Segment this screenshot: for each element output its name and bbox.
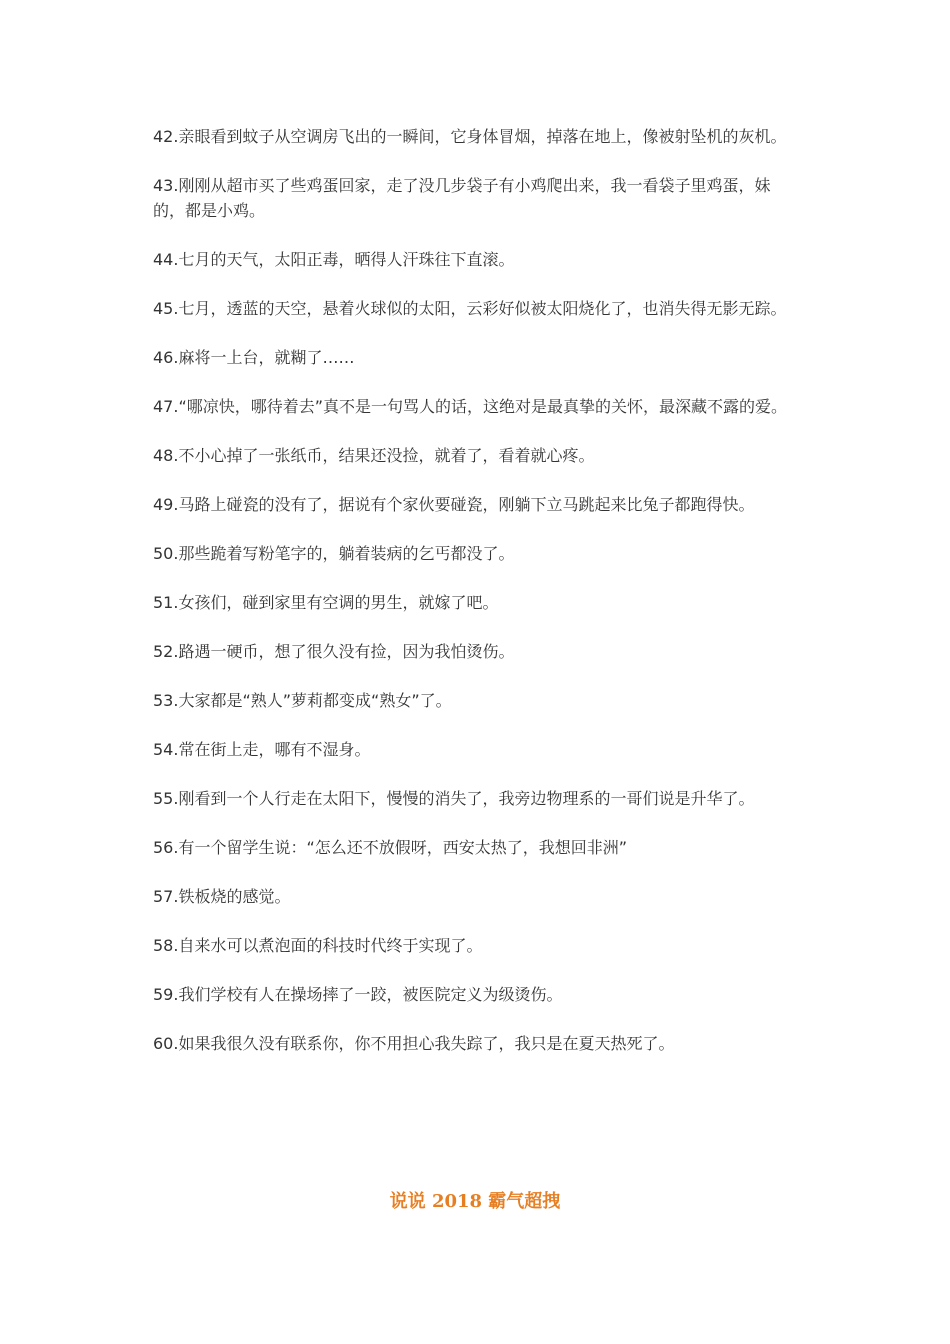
list-item: 45.七月，透蓝的天空，悬着火球似的太阳，云彩好似被太阳烧化了，也消失得无影无踪。 xyxy=(153,299,787,318)
list-item: 60.如果我很久没有联系你，你不用担心我失踪了，我只是在夏天热死了。 xyxy=(153,1034,675,1053)
list-item: 44.七月的天气，太阳正毒，晒得人汗珠往下直滚。 xyxy=(153,250,515,269)
list-item: 50.那些跪着写粉笔字的，躺着装病的乞丐都没了。 xyxy=(153,544,515,563)
list-item: 48.不小心掉了一张纸币，结果还没捡，就着了，看着就心疼。 xyxy=(153,446,595,465)
list-item: 49.马路上碰瓷的没有了，据说有个家伙要碰瓷，刚躺下立马跳起来比兔子都跑得快。 xyxy=(153,495,755,514)
list-item: 47.“哪凉快，哪待着去”真不是一句骂人的话，这绝对是最真挚的关怀，最深藏不露的爱。 xyxy=(153,397,788,416)
list-item: 59.我们学校有人在操场摔了一跤，被医院定义为级烫伤。 xyxy=(153,985,563,1004)
list-item: 55.刚看到一个人行走在太阳下，慢慢的消失了，我旁边物理系的一哥们说是升华了。 xyxy=(153,789,755,808)
list-item: 46.麻将一上台，就糊了…… xyxy=(153,348,355,367)
list-item: 51.女孩们，碰到家里有空调的男生，就嫁了吧。 xyxy=(153,593,499,612)
list-item: 52.路遇一硬币，想了很久没有捡，因为我怕烫伤。 xyxy=(153,642,515,661)
list-item: 56.有一个留学生说：“怎么还不放假呀，西安太热了，我想回非洲” xyxy=(153,838,628,857)
list-item: 42.亲眼看到蚊子从空调房飞出的一瞬间，它身体冒烟，掉落在地上，像被射坠机的灰机。 xyxy=(153,127,787,146)
joke-list xyxy=(153,124,793,1056)
list-item: 53.大家都是“熟人”萝莉都变成“熟女”了。 xyxy=(153,691,452,710)
list-item: 54.常在街上走，哪有不湿身。 xyxy=(153,740,371,759)
list-item: 43.刚刚从超市买了些鸡蛋回家，走了没几步袋子有小鸡爬出来，我一看袋子里鸡蛋，妹的，都是小鸡。 xyxy=(153,176,771,220)
list-item: 57.铁板烧的感觉。 xyxy=(153,887,291,906)
list-item: 58.自来水可以煮泡面的科技时代终于实现了。 xyxy=(153,936,483,955)
section-title: 说说 2018 霸气超拽 xyxy=(389,1191,561,1212)
